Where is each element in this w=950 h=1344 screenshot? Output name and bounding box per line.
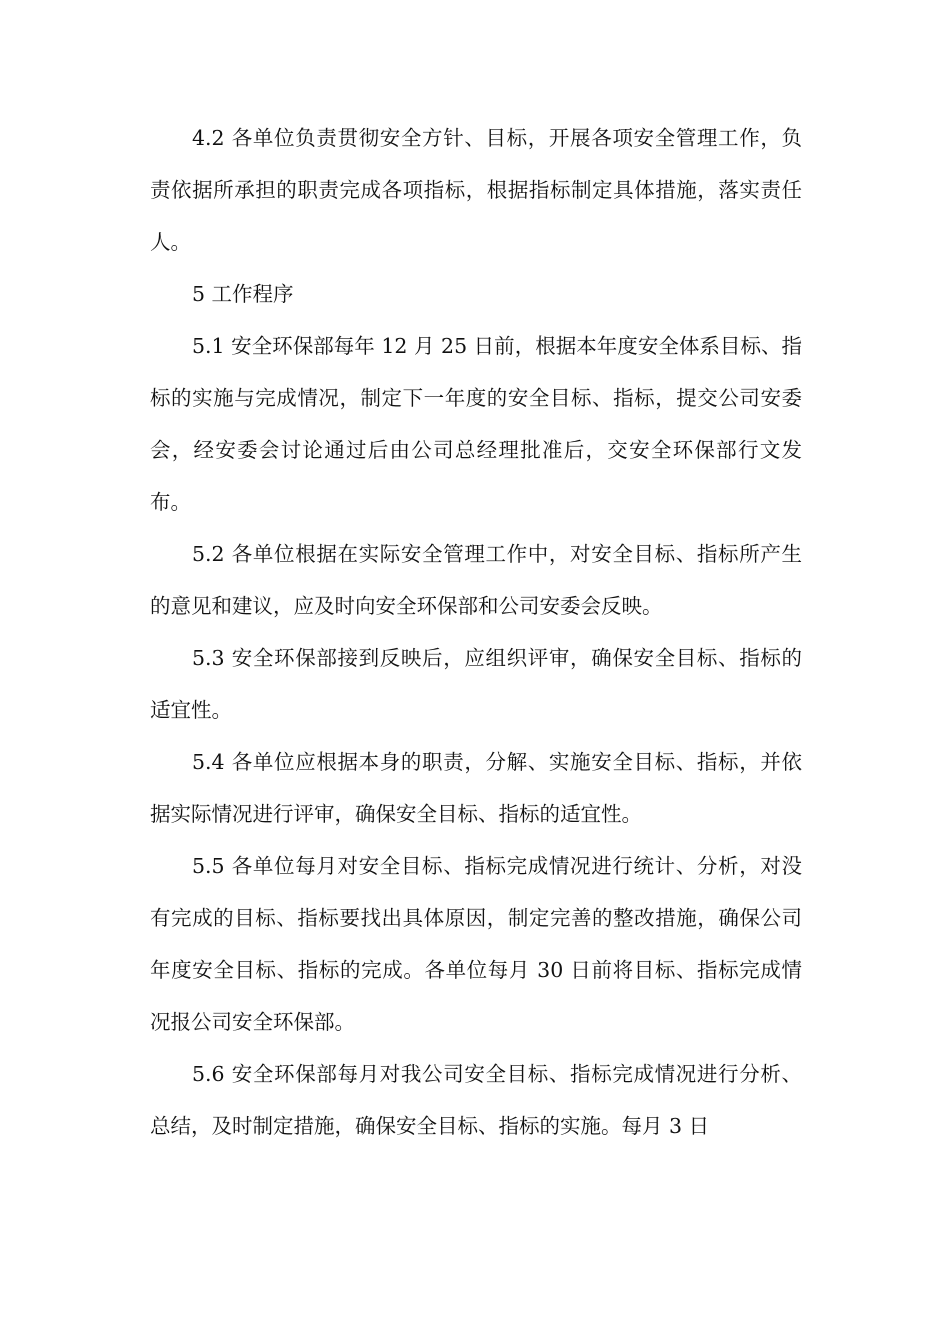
paragraph-5-2: 5.2 各单位根据在实际安全管理工作中，对安全目标、指标所产生的意见和建议，应及时向安全环保部和公司安委会反映。 [150,542,802,618]
document-body [150,112,802,1152]
paragraph-5-3: 5.3 安全环保部接到反映后，应组织评审，确保安全目标、指标的适宜性。 [150,646,802,722]
paragraph-5-1: 5.1 安全环保部每年 12 月 25 日前，根据本年度安全体系目标、指标的实施与完成情况，制定下一年度的安全目标、指标，提交公司安委会，经安委会讨论通过后由公司总经理批准后，交安全环保部行文发布。 [150,334,802,514]
section-heading-5: 5 工作程序 [192,282,294,306]
paragraph-4-2: 4.2 各单位负责贯彻安全方针、目标，开展各项安全管理工作，负责依据所承担的职责完成各项指标，根据指标制定具体措施，落实责任人。 [150,126,802,254]
paragraph-5-4: 5.4 各单位应根据本身的职责，分解、实施安全目标、指标，并依据实际情况进行评审，确保安全目标、指标的适宜性。 [150,750,802,826]
paragraph-5-6: 5.6 安全环保部每月对我公司安全目标、指标完成情况进行分析、总结，及时制定措施，确保安全目标、指标的实施。每月 3 日 [150,1062,802,1138]
paragraph-5-5: 5.5 各单位每月对安全目标、指标完成情况进行统计、分析，对没有完成的目标、指标要找出具体原因，制定完善的整改措施，确保公司年度安全目标、指标的完成。各单位每月 30 日前将目标、指标完成情况报公司安全环保部。 [150,854,802,1034]
